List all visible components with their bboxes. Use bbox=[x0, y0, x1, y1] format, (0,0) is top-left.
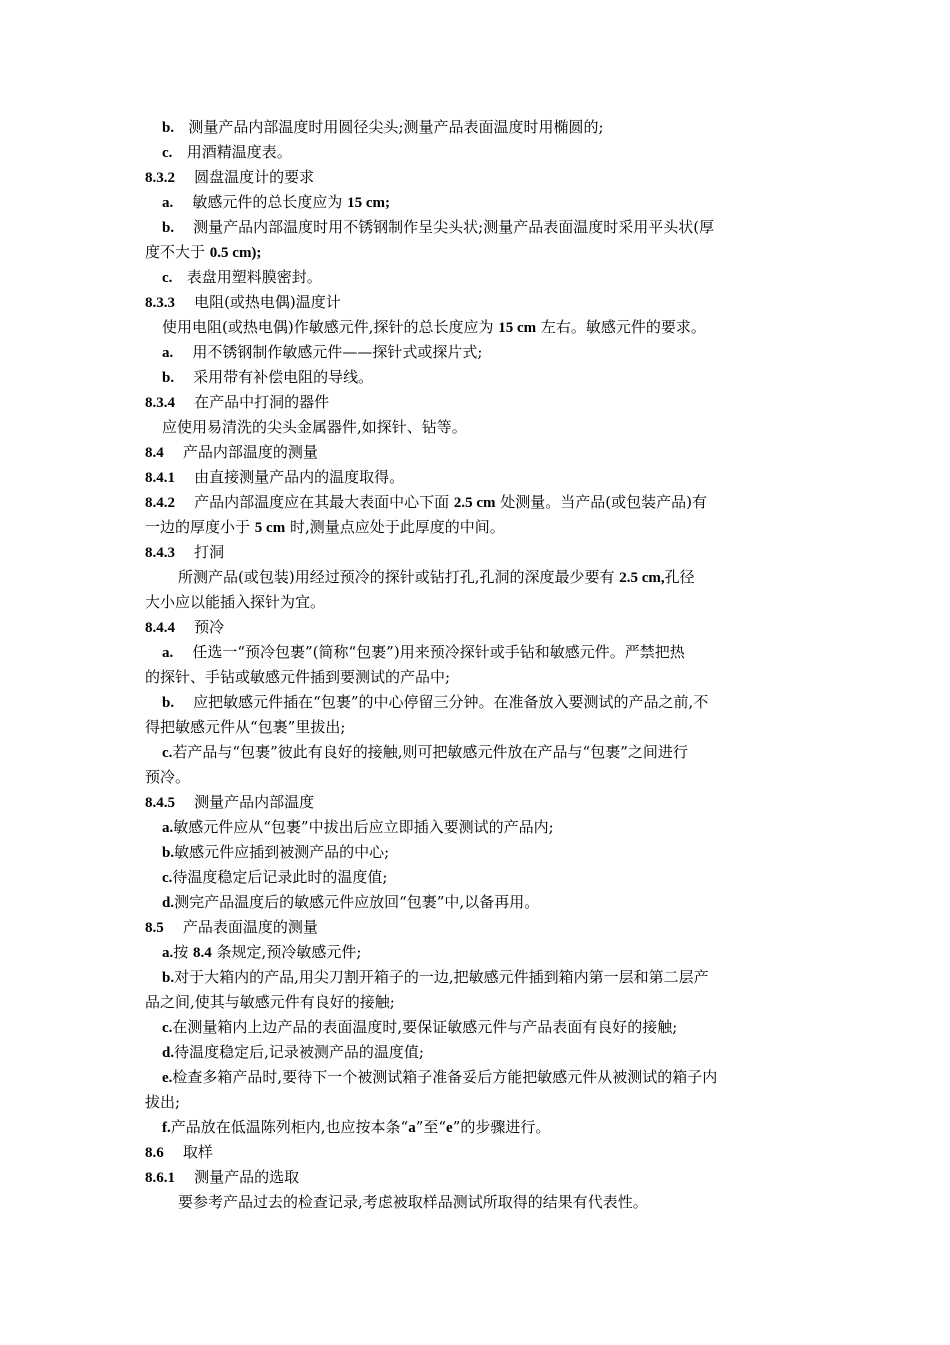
line-text: 测量产品内部温度时用不锈钢制作呈尖头状;测量产品表面温度时采用平头状(厚 bbox=[193, 218, 715, 236]
line-text: 检查多箱产品时,要待下一个被测试箱子准备妥后方能把敏感元件从被测试的箱子内 bbox=[172, 1068, 718, 1086]
text-line bbox=[162, 967, 709, 987]
measurement-value: 2.5 cm, bbox=[619, 570, 665, 586]
clause-reference: 8.4 bbox=[193, 945, 212, 961]
text-line bbox=[145, 667, 450, 687]
line-text: ”的步骤进行。 bbox=[452, 1118, 551, 1136]
line-text: 敏感元件应从“包裹”中拔出后应立即插入要测试的产品内; bbox=[173, 818, 554, 836]
measurement-value: 15 cm bbox=[498, 320, 537, 336]
text-line bbox=[162, 267, 322, 287]
section-title: 圆盘温度计的要求 bbox=[194, 168, 315, 186]
section-heading bbox=[145, 917, 318, 937]
item-label: f. bbox=[162, 1120, 171, 1136]
line-text: 条规定,预冷敏感元件; bbox=[211, 943, 362, 961]
section-title: 产品表面温度的测量 bbox=[182, 918, 318, 936]
line-text: 敏感元件应插到被测产品的中心; bbox=[174, 843, 390, 861]
section-number: 8.4 bbox=[145, 445, 164, 461]
item-label: a. bbox=[162, 945, 174, 961]
text-line bbox=[162, 217, 714, 237]
line-text: 若产品与“包裹”彼此有良好的接触,则可把敏感元件放在产品与“包裹”之间进行 bbox=[172, 743, 688, 761]
item-label: b. bbox=[162, 120, 175, 136]
line-text: 品之间,使其与敏感元件有良好的接触; bbox=[145, 993, 395, 1011]
text-line bbox=[145, 992, 395, 1012]
text-line bbox=[178, 567, 695, 587]
item-label: e. bbox=[162, 1070, 173, 1086]
section-number: 8.3.3 bbox=[145, 295, 175, 311]
section-title: 取样 bbox=[182, 1143, 213, 1161]
section-number: 8.4.3 bbox=[145, 545, 175, 561]
section-heading bbox=[145, 1142, 213, 1162]
item-label: a. bbox=[162, 195, 174, 211]
step-reference: a bbox=[408, 1120, 416, 1136]
line-text: 所测产品(或包装)用经过预冷的探针或钻打孔,孔洞的深度最少要有 bbox=[178, 568, 620, 586]
line-text: 待温度稳定后,记录被测产品的温度值; bbox=[174, 1043, 424, 1061]
section-heading bbox=[145, 442, 318, 462]
line-text: 任选一“预冷包裹”(简称“包裹”)用来预冷探针或手钻和敏感元件。严禁把热 bbox=[192, 643, 685, 661]
section-number: 8.4.5 bbox=[145, 795, 175, 811]
line-text: 使用电阻(或热电偶)作敏感元件,探针的总长度应为 bbox=[162, 318, 499, 336]
step-reference: e bbox=[446, 1120, 453, 1136]
text-line bbox=[145, 767, 190, 787]
line-text: 表盘用塑料膜密封。 bbox=[186, 268, 322, 286]
text-line bbox=[162, 1017, 677, 1037]
section-heading bbox=[145, 467, 404, 487]
line-text: 应把敏感元件插在“包裹”的中心停留三分钟。在准备放入要测试的产品之前,不 bbox=[193, 693, 709, 711]
text-line bbox=[162, 192, 390, 212]
line-text: 预冷。 bbox=[145, 768, 191, 786]
line-text: 大小应以能插入探针为宜。 bbox=[145, 593, 326, 611]
section-heading bbox=[145, 492, 707, 512]
measurement-value: 0.5 cm); bbox=[209, 245, 262, 261]
item-label: c. bbox=[162, 1020, 173, 1036]
line-text: 一边的厚度小于 bbox=[145, 518, 255, 536]
section-title: 电阻(或热电偶)温度计 bbox=[194, 293, 341, 311]
section-heading bbox=[145, 292, 341, 312]
text-line bbox=[162, 692, 708, 712]
item-label: b. bbox=[162, 220, 175, 236]
section-heading bbox=[145, 617, 224, 637]
item-label: c. bbox=[162, 270, 173, 286]
section-heading bbox=[145, 792, 314, 812]
section-number: 8.5 bbox=[145, 920, 164, 936]
item-label: b. bbox=[162, 370, 175, 386]
text-line bbox=[145, 242, 261, 262]
text-line bbox=[162, 342, 482, 362]
section-title: 预冷 bbox=[194, 618, 225, 636]
section-title: 测量产品内部温度 bbox=[194, 793, 315, 811]
item-label: c. bbox=[162, 870, 173, 886]
item-label: b. bbox=[162, 695, 175, 711]
section-heading bbox=[145, 167, 314, 187]
section-title: 产品内部温度的测量 bbox=[182, 443, 318, 461]
text-line bbox=[162, 317, 706, 337]
section-number: 8.4.1 bbox=[145, 470, 175, 486]
text-line bbox=[162, 367, 373, 387]
measurement-value: 5 cm bbox=[254, 520, 286, 536]
line-text: 度不大于 bbox=[145, 243, 210, 261]
section-heading bbox=[145, 392, 329, 412]
section-number: 8.4.2 bbox=[145, 495, 175, 511]
text-line bbox=[162, 867, 387, 887]
line-text: 产品放在低温陈列柜内,也应按本条“ bbox=[170, 1118, 409, 1136]
item-label: a. bbox=[162, 345, 174, 361]
section-number: 8.3.4 bbox=[145, 395, 175, 411]
section-number: 8.6.1 bbox=[145, 1170, 175, 1186]
line-text: 左右。敏感元件的要求。 bbox=[536, 318, 706, 336]
text-line bbox=[178, 1192, 648, 1212]
text-line bbox=[162, 417, 467, 437]
item-label: a. bbox=[162, 820, 174, 836]
section-number: 8.3.2 bbox=[145, 170, 175, 186]
line-text: 孔径 bbox=[664, 568, 695, 586]
item-label: b. bbox=[162, 970, 175, 986]
section-title: 打洞 bbox=[194, 543, 225, 561]
line-text: 在测量箱内上边产品的表面温度时,要保证敏感元件与产品表面有良好的接触; bbox=[172, 1018, 678, 1036]
text-line bbox=[162, 1042, 424, 1062]
line-text: 用酒精温度表。 bbox=[186, 143, 292, 161]
section-title: 由直接测量产品内的温度取得。 bbox=[194, 468, 405, 486]
section-title: 测量产品的选取 bbox=[194, 1168, 300, 1186]
measurement-value: 2.5 cm bbox=[453, 495, 496, 511]
text-line bbox=[145, 592, 325, 612]
line-text: 敏感元件的总长度应为 bbox=[192, 193, 348, 211]
text-line bbox=[162, 842, 389, 862]
section-heading bbox=[145, 542, 224, 562]
text-line bbox=[162, 942, 361, 962]
line-text: 按 bbox=[173, 943, 194, 961]
item-label: c. bbox=[162, 145, 173, 161]
text-line bbox=[162, 892, 539, 912]
text-line bbox=[162, 1067, 717, 1087]
line-text: 产品内部温度应在其最大表面中心下面 bbox=[194, 493, 454, 511]
measurement-value: 15 cm; bbox=[347, 195, 391, 211]
line-text: 拔出; bbox=[145, 1093, 181, 1111]
item-label: c. bbox=[162, 745, 173, 761]
line-text: 测完产品温度后的敏感元件应放回“包裹”中,以备再用。 bbox=[174, 893, 540, 911]
line-text: 处测量。当产品(或包装产品)有 bbox=[495, 493, 707, 511]
text-line bbox=[162, 117, 604, 137]
section-title: 在产品中打洞的器件 bbox=[194, 393, 330, 411]
text-line bbox=[162, 1117, 550, 1137]
text-line bbox=[145, 1092, 180, 1112]
text-line bbox=[162, 817, 554, 837]
text-line bbox=[145, 717, 345, 737]
item-label: d. bbox=[162, 1045, 175, 1061]
item-label: a. bbox=[162, 645, 174, 661]
line-text: 的探针、手钻或敏感元件插到要测试的产品中; bbox=[145, 668, 451, 686]
line-text: 应使用易清洗的尖头金属器件,如探针、钻等。 bbox=[162, 418, 467, 436]
line-text: 时,测量点应处于此厚度的中间。 bbox=[285, 518, 505, 536]
item-label: d. bbox=[162, 895, 175, 911]
item-label: b. bbox=[162, 845, 175, 861]
section-number: 8.4.4 bbox=[145, 620, 175, 636]
line-text: 测量产品内部温度时用圆径尖头;测量产品表面温度时用椭圆的; bbox=[188, 118, 604, 136]
section-number: 8.6 bbox=[145, 1145, 164, 1161]
line-text: 要参考产品过去的检查记录,考虑被取样品测试所取得的结果有代表性。 bbox=[178, 1193, 648, 1211]
line-text: 采用带有补偿电阻的导线。 bbox=[193, 368, 374, 386]
line-text: 待温度稳定后记录此时的温度值; bbox=[172, 868, 388, 886]
text-line bbox=[162, 642, 685, 662]
line-text: 对于大箱内的产品,用尖刀割开箱子的一边,把敏感元件插到箱内第一层和第二层产 bbox=[174, 968, 709, 986]
text-line bbox=[145, 517, 505, 537]
line-text: 得把敏感元件从“包裹”里拔出; bbox=[145, 718, 346, 736]
text-line bbox=[162, 142, 292, 162]
line-text: ”至“ bbox=[415, 1118, 447, 1136]
line-text: 用不锈钢制作敏感元件——探针式或探片式; bbox=[192, 343, 483, 361]
section-heading bbox=[145, 1167, 299, 1187]
text-line bbox=[162, 742, 688, 762]
